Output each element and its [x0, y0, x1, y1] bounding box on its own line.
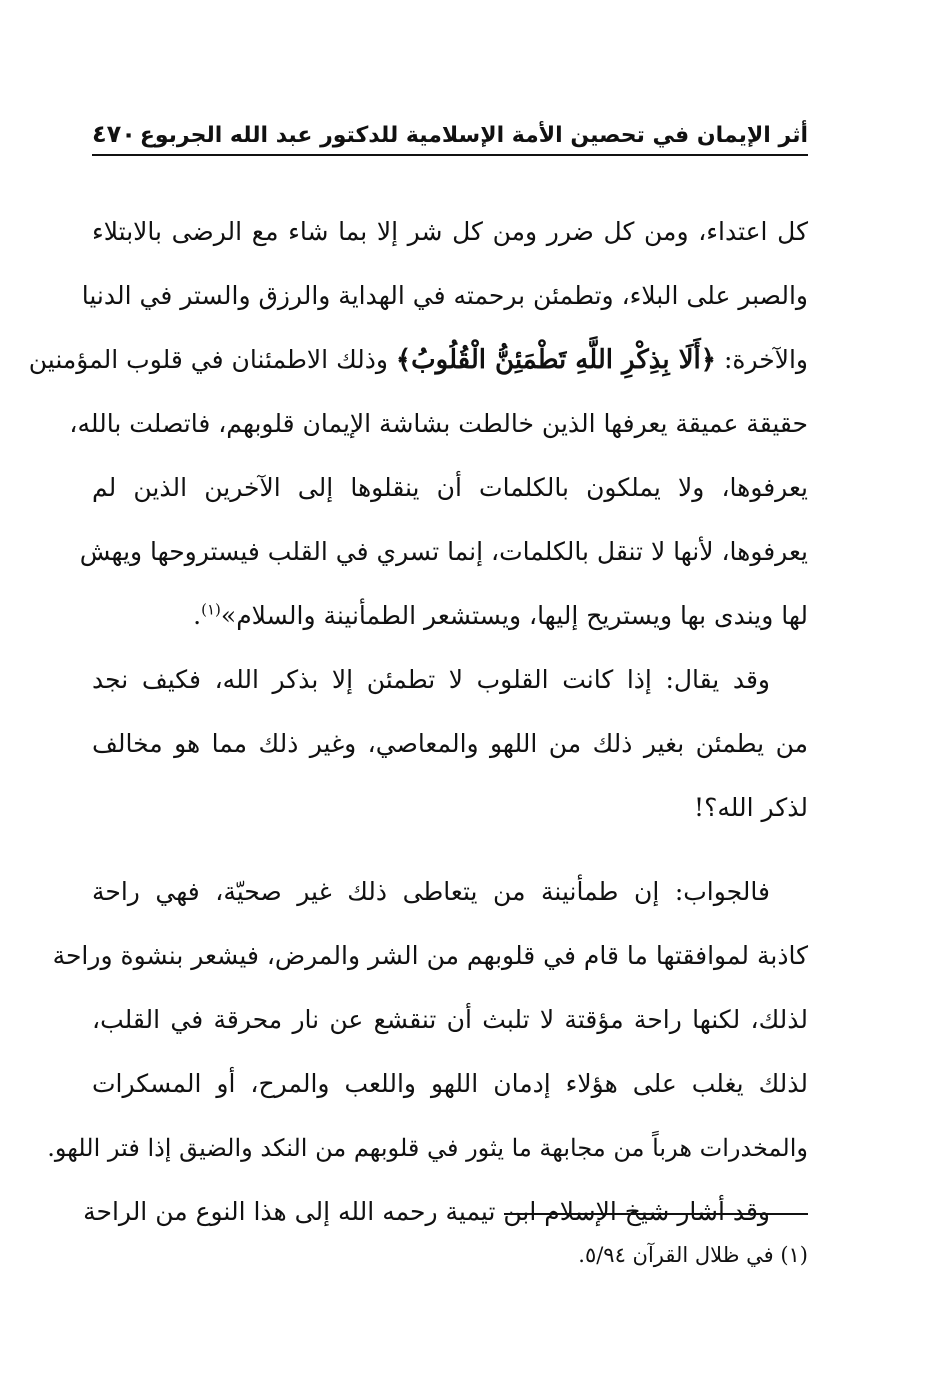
text-line: لذلك يغلب على هؤلاء إدمان اللهو واللعب والمرح، أو المسكرات: [92, 1069, 808, 1098]
footnote-marker: (١): [201, 600, 221, 619]
text-line: من يطمئن بغير ذلك من اللهو والمعاصي، وغير ذلك مما هو مخالف: [92, 729, 808, 758]
text-line: [28, 328, 808, 392]
text-line: لذلك، لكنها راحة مؤقتة لا تلبث أن تنقشع عن نار محرقة في القلب،: [92, 1005, 808, 1034]
text-line: وقد يقال: إذا كانت القلوب لا تطمئن إلا بذكر الله، فكيف نجد: [92, 665, 770, 694]
footnote-separator: [504, 1213, 808, 1215]
header-title: أثر الإيمان في تحصين الأمة الإسلامية للدكتور عبد الله الجربوع: [139, 123, 808, 148]
text-line: والمخدرات هرباً من مجابهة ما يثور في قلوبهم من النكد والضيق إذا فتر اللهو.: [47, 1134, 808, 1162]
page-body: [28, 200, 808, 1244]
text-segment: .: [193, 601, 202, 630]
text-line: يعرفوها، لأنها لا تنقل بالكلمات، إنما تسري في القلب فيستروحها ويهش: [79, 537, 808, 566]
running-header: [92, 112, 808, 156]
text-line: والصبر على البلاء، وتطمئن برحمته في الهداية والرزق والستر في الدنيا: [81, 281, 808, 310]
quran-verse: ﴿أَلَا بِذِكْرِ اللَّهِ تَطْمَئِنُّ الْقُلُوبُ﴾: [395, 345, 716, 375]
page-number: ٤٧٠: [92, 120, 136, 148]
text-line: فالجواب: إن طمأنينة من يتعاطى ذلك غير صحيّة، فهي راحة: [92, 877, 770, 906]
text-line: كاذبة لموافقتها ما قام في قلوبهم من الشر والمرض، فيشعر بنشوة وراحة: [52, 941, 808, 970]
text-line: كل اعتداء، ومن كل ضرر ومن كل شر إلا بما شاء مع الرضى بالابتلاء: [92, 217, 808, 246]
text-segment: والآخرة:: [716, 345, 808, 374]
paragraph-gap: [92, 840, 808, 860]
text-segment: وذلك الاطمئنان في قلوب المؤمنين: [28, 345, 396, 374]
text-segment: لها ويندى بها ويستريح إليها، ويستشعر الطمأنينة والسلام»: [220, 601, 808, 630]
text-line: حقيقة عميقة يعرفها الذين خالطت بشاشة الإيمان قلوبهم، فاتصلت بالله،: [69, 409, 808, 438]
text-line: يعرفوها، ولا يملكون بالكلمات أن ينقلوها إلى الآخرين الذين لم: [92, 473, 808, 502]
text-line: [92, 584, 808, 648]
footnote: (١) في ظلال القرآن ٥/٩٤.: [578, 1243, 808, 1267]
text-line: وقد أشار شيخ الإسلام ابن تيمية رحمه الله إلى هذا النوع من الراحة: [83, 1197, 770, 1226]
text-line: لذكر الله؟!: [694, 793, 808, 822]
